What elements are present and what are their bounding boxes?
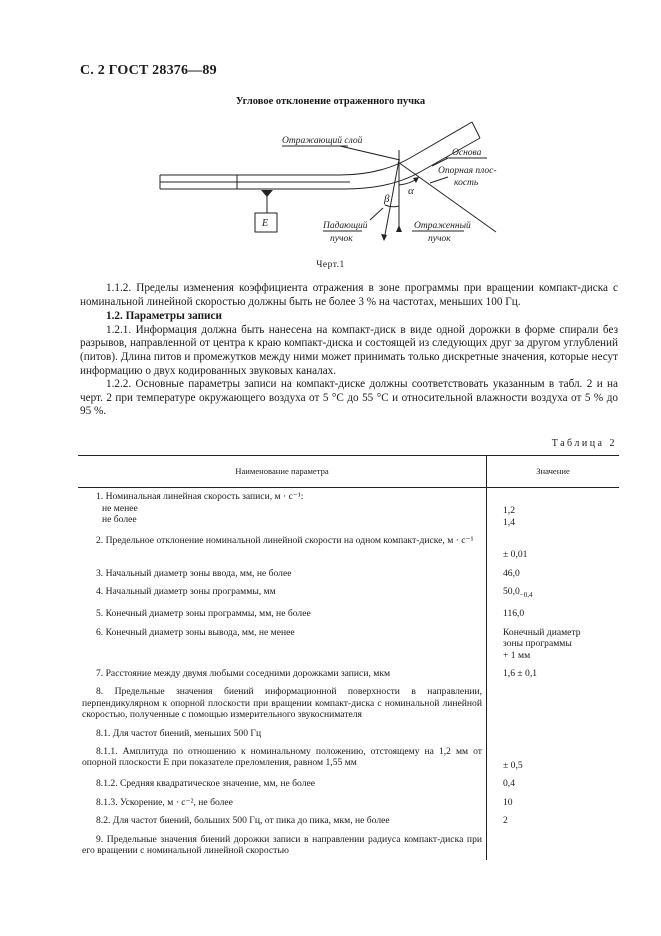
disk-top-edge [160,122,472,175]
leader-reflecting-layer [340,146,400,160]
label-incident-1: Падающий [323,221,368,231]
figure-caption: Черт.1 [316,260,345,270]
body-text [80,282,618,419]
param-name: 8.1.2. Средняя квадратическое значение, мм, не более [96,778,316,790]
table-row [78,583,619,605]
leader-ref-plane [430,177,448,183]
label-beta: β [384,193,390,205]
param-name: 1. Номинальная линейная скорость записи, м · с⁻¹: [96,491,304,503]
col-header-name: Наименование параметра [78,456,487,488]
disk-right-end [472,122,480,138]
arrow-alpha [413,177,419,183]
arrow-up [396,225,402,232]
page-header: С. 2 ГОСТ 28376—89 [80,63,217,78]
param-name: 6. Конечный диаметр зоны вывода, мм, не менее [96,626,295,638]
table-row [78,665,619,683]
table-row [78,725,619,743]
param-value: 1,6 ± 0,1 [503,667,538,679]
table-row [78,624,619,665]
figure-diagram [0,0,661,260]
table-header-row [78,456,619,488]
param-value: 50,0 [503,586,520,598]
table-row [78,605,619,623]
param-name: 8.1.3. Ускорение, м · с⁻², не более [96,796,233,808]
table-row [78,743,619,775]
parameters-table [78,455,619,860]
param-sub: не менее [102,502,138,514]
param-value: 10 [503,796,513,808]
param-value: 0,4 [503,778,515,790]
param-name: 2. Предельное отклонение номинальной линейной скорости на одном компакт-диске, м · с⁻¹ [96,535,474,547]
param-value: 116,0 [503,608,525,620]
param-value-tolerance: −0,4 [519,590,533,599]
paragraph-1-2-1: 1.2.1. Информация должна быть нанесена на компакт-диск в виде одной дорожки в форме спирали без разрывов, направленной от центра к краю компакт-диска и состоящей из следующих друг за другом углублений (питов). Длина питов и промежутков между ними может принимать только дискретные значения, которые несут информацию о двух кодированных звуковых каналах. [80,323,618,377]
param-sub: не более [102,514,137,526]
paragraph-1-2-2: 1.2.2. Основные параметры записи на компакт-диске должны соответствовать указанным в табл. 2 и на черт. 2 при температуре окружающего воздуха от 5 °С до 55 °С и относительной влажности воздуха от 5 % до 95 %. [80,378,618,418]
table-row [78,831,619,861]
leader-incident [370,208,383,220]
param-value: 1,4 [503,516,515,528]
label-ref-plane-2: кость [454,178,479,188]
section-heading-1-2: 1.2. Параметры записи [106,310,222,323]
param-name: 7. Расстояние между двумя любыми соседними дорожками записи, мкм [96,667,391,679]
param-name: 8.1. Для частот биений, меньших 500 Гц [96,727,262,739]
table-label: Таблица 2 [551,438,617,449]
label-alpha: α [408,185,414,197]
param-value: ± 0,01 [503,549,528,561]
param-name: 8. Предельные значения биений информационной поверхности в направлении, перпендикулярном к опорной плоскости при вращении компакт-диска с номинальной линейной скоростью, полученные с помощью измерительного звукоснимателя [82,686,482,721]
leader-base [432,158,448,166]
table-row [78,488,619,532]
beta-arc [385,205,399,207]
figure-title: Угловое отклонение отраженного пучка [235,96,426,107]
stand-triangle [261,190,273,197]
col-header-value: Значение [487,456,620,488]
label-ref-plane-1: Опорная плос- [438,166,497,176]
label-e: Е [262,218,269,229]
label-base: Основа [452,148,482,158]
paragraph-1-1-2: 1.1.2. Пределы изменения коэффициента отражения в зоне программы при вращении компакт-диска с номинальной линейной скоростью должны быть не более 3 % на частотах, меньших 100 Гц. [80,282,618,308]
label-reflected-1: Отраженный [414,221,471,231]
arrow-reflected [381,234,387,241]
param-value: ± 0,5 [503,760,523,771]
table-row [78,683,619,724]
param-value: 2 [503,815,508,827]
param-name: 5. Конечный диаметр зоны программы, мм, не более [96,608,311,620]
param-value: 1,2 [503,505,515,517]
param-value: + 1 мм [503,649,531,661]
param-value: Конечный диаметр [503,626,581,638]
param-name: 8.2. Для частот биений, больших 500 Гц, от пика до пика, мкм, не более [96,815,390,827]
param-name: 9. Предельные значения биений дорожки записи в направлении радиуса компакт-диска при его вращении с номинальной линейной скоростью [82,833,482,857]
param-value: 46,0 [503,567,520,579]
param-name: 4. Начальный диаметр зоны программы, мм [96,586,276,598]
table-row [78,775,619,793]
table-row [78,794,619,812]
table-row [78,532,619,564]
label-incident-2: пучок [330,234,353,244]
table-row [78,565,619,583]
label-reflected-2: пучок [428,234,451,244]
param-value: зоны программы [503,638,572,650]
table-row [78,812,619,830]
label-reflecting-layer: Отражающий слой [282,136,363,146]
param-name: 8.1.1. Амплитуда по отношению к номинальному положению, отстоящему на 1,2 мм от опорной плоскости Е при показателе преломления, равном 1,55 мм [82,746,482,769]
param-name: 3. Начальный диаметр зоны ввода, мм, не более [96,567,292,579]
